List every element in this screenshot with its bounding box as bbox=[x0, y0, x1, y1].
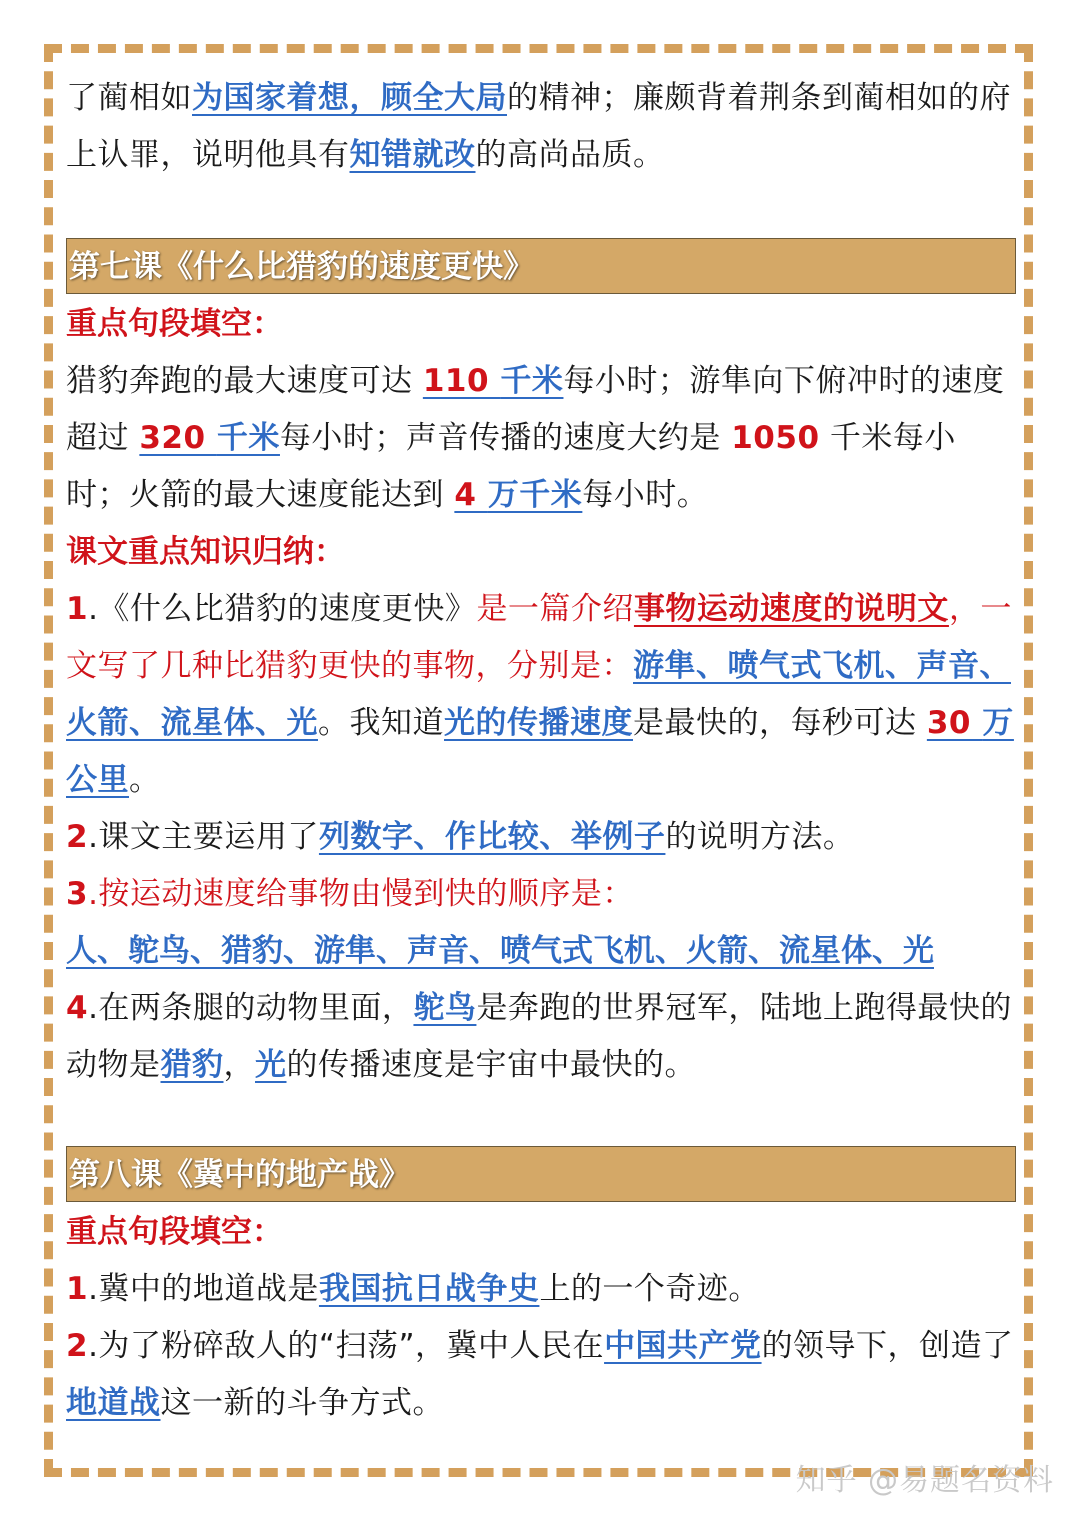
text: 的传播速度是宇宙中最快的。 bbox=[286, 1047, 696, 1083]
answer-number: 30 bbox=[926, 705, 983, 741]
answer-unit: 万千米 bbox=[487, 477, 583, 513]
text: 这一新的斗争方式。 bbox=[160, 1385, 444, 1421]
answer-blank: 游隼、喷气式飞机、声音、火箭、流星体、光 bbox=[66, 648, 1011, 741]
text: 是最快的，每秒可达 bbox=[633, 705, 927, 741]
answer-blank bbox=[139, 420, 280, 456]
text: 。我知道 bbox=[318, 705, 444, 741]
text: 千米每小时；火箭的最大速度能达到 bbox=[66, 420, 956, 513]
page-content bbox=[66, 70, 1016, 1432]
text: .课文主要运用了 bbox=[88, 819, 319, 855]
text: .在两条腿的动物里面， bbox=[88, 990, 414, 1026]
lesson8-title: 第八课《冀中的地产战》 bbox=[69, 1157, 410, 1193]
answer-number: 4 bbox=[454, 477, 488, 513]
item-number: 4 bbox=[66, 990, 89, 1026]
lesson7-fill-paragraph bbox=[66, 353, 1016, 524]
lesson7-item-1 bbox=[66, 581, 1016, 809]
text: .《什么比猎豹的速度更快》 bbox=[88, 591, 477, 627]
answer-blank: 列数字、作比较、举例子 bbox=[318, 819, 666, 855]
red-text: 是一篇介绍 bbox=[476, 591, 634, 627]
item-number: 3 bbox=[66, 876, 89, 912]
item-number: 2 bbox=[66, 1328, 89, 1364]
answer-unit: 万公里 bbox=[66, 705, 1014, 798]
answer-blank: 事物运动速度的说明文 bbox=[633, 591, 949, 627]
answer-unit: 千米 bbox=[500, 363, 564, 399]
answer-blank: 地道战 bbox=[66, 1385, 161, 1421]
text: 的领导下，创造了 bbox=[761, 1328, 1014, 1364]
text: 每小时。 bbox=[582, 477, 709, 513]
lesson7-item-4 bbox=[66, 980, 1016, 1094]
lesson7-title-bar bbox=[66, 238, 1016, 294]
lesson7-item-3 bbox=[66, 866, 1016, 980]
lesson8-item-2 bbox=[66, 1318, 1016, 1432]
answer-blank: 为国家着想，顾全大局 bbox=[192, 80, 507, 116]
text: 上的一个奇迹。 bbox=[539, 1271, 760, 1307]
answer-number: 320 bbox=[139, 420, 217, 456]
text: 是奔跑的世界冠军，陆地上跑得最快的动物是 bbox=[66, 990, 1012, 1083]
lesson7-item-2 bbox=[66, 809, 1016, 866]
answer-blank: 知错就改 bbox=[349, 137, 476, 173]
text: 每小时；游隼向下俯冲时的速度超过 bbox=[66, 363, 1005, 456]
answer-blank bbox=[423, 363, 564, 399]
lesson7-title: 第七课《什么比猎豹的速度更快》 bbox=[69, 249, 534, 285]
text: .为了粉碎敌人的“扫荡”，冀中人民在 bbox=[88, 1328, 605, 1364]
answer-blank: 光 bbox=[255, 1047, 287, 1083]
answer-number: 110 bbox=[422, 363, 501, 399]
red-text: .按运动速度给事物由慢到快的顺序是： bbox=[88, 876, 634, 912]
answer-blank bbox=[454, 477, 582, 513]
answer-blank: 我国抗日战争史 bbox=[318, 1271, 540, 1307]
answer-unit: 千米 bbox=[216, 420, 280, 456]
intro-text: 的精神；廉颇背着荆条到蔺相如的府上认罪，说明他具有 bbox=[66, 80, 1011, 173]
answer-blank: 中国共产党 bbox=[604, 1328, 762, 1364]
text: 每小时；声音传播的速度大约是 bbox=[279, 420, 732, 456]
lesson7-fill-heading: 重点句段填空： bbox=[66, 306, 283, 342]
text: 猎豹奔跑的最大速度可达 bbox=[66, 363, 423, 399]
intro-text: 的高尚品质。 bbox=[475, 137, 665, 173]
watermark: 知乎 @易题名资料 bbox=[795, 1463, 1054, 1498]
intro-paragraph bbox=[66, 70, 1016, 184]
item-number: 1 bbox=[66, 1271, 89, 1307]
intro-text: 了蔺相如 bbox=[66, 80, 192, 116]
answer-blank: 鸵鸟 bbox=[413, 990, 477, 1026]
answer-blank: 光的传播速度 bbox=[444, 705, 633, 741]
item-number: 2 bbox=[66, 819, 89, 855]
highlight-number: 1050 bbox=[731, 420, 820, 456]
lesson8-fill-heading: 重点句段填空： bbox=[66, 1214, 283, 1250]
answer-blank: 人、鸵鸟、猎豹、游隼、声音、喷气式飞机、火箭、流星体、光 bbox=[66, 933, 934, 969]
item-number: 1 bbox=[66, 591, 89, 627]
lesson8-title-bar bbox=[66, 1146, 1016, 1202]
lesson8-item-1 bbox=[66, 1261, 1016, 1318]
lesson7-summary-heading: 课文重点知识归纳： bbox=[66, 534, 345, 570]
answer-blank: 猎豹 bbox=[160, 1047, 224, 1083]
text: 。 bbox=[129, 762, 161, 798]
text: 的说明方法。 bbox=[665, 819, 855, 855]
red-text: ，一文写了几种比猎豹更快的事物，分别是： bbox=[66, 591, 1012, 684]
text: ， bbox=[223, 1047, 255, 1083]
text: .冀中的地道战是 bbox=[88, 1271, 319, 1307]
